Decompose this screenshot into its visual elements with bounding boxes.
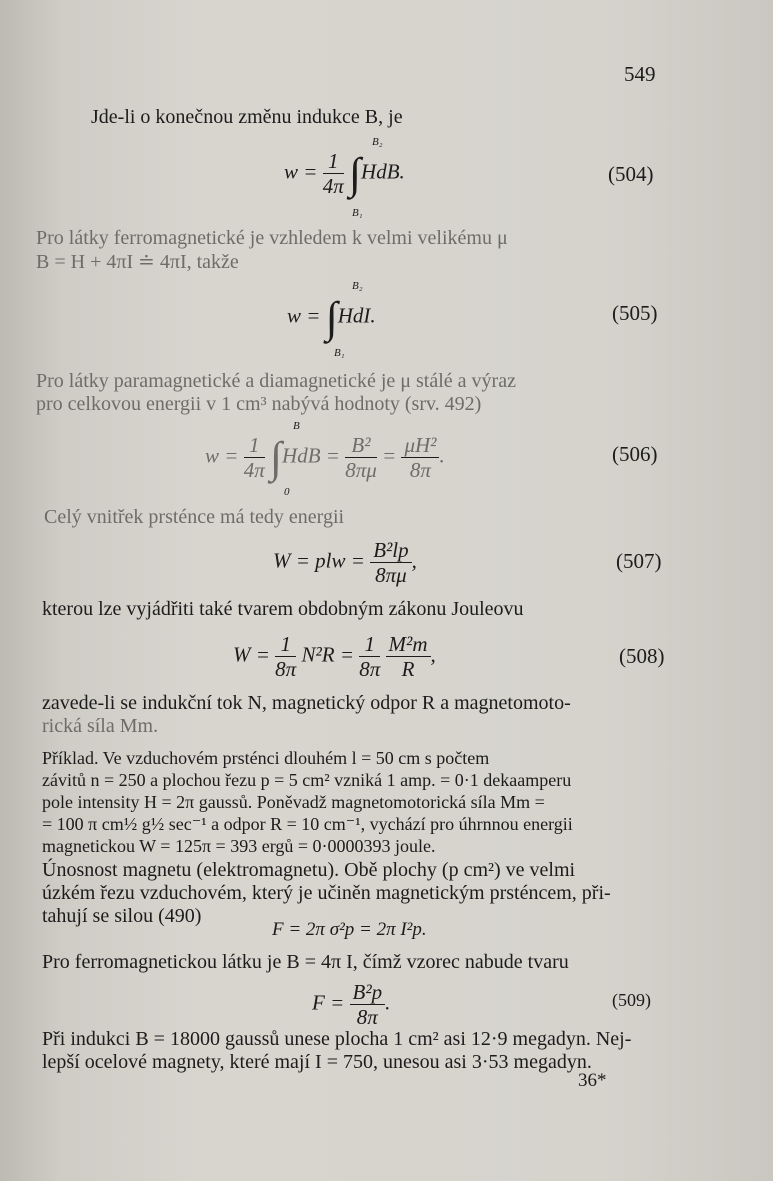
text-line: = 100 π cm½ g½ sec⁻¹ a odpor R = 10 cm⁻¹, vychází pro úhrnnou energii xyxy=(42,814,573,834)
text-line: Pro ferromagnetickou látku je B = 4π I, čímž vzorec nabude tvaru xyxy=(42,951,569,973)
text-line: B = H + 4πI ≐ 4πI, takže xyxy=(36,251,239,273)
integral-upper-limit: B₂ xyxy=(352,280,363,292)
text-line: rická síla Mm. xyxy=(42,715,159,737)
text-line: Únosnost magnetu (elektromagnetu). Obě plochy (p cm²) ve velmi xyxy=(42,859,576,881)
equation-508: W = $\frac{1}{8\pi}$ N²R = $\frac{1}{8\pi}$ $\frac{\text{M²m}}{R}$ , xyxy=(233,632,436,681)
text-line: tahují se silou (490) xyxy=(42,905,202,927)
text-line: Pro látky paramagnetické a diamagnetické je μ stálé a výraz xyxy=(36,370,516,392)
text-line: Celý vnitřek prsténce má tedy energii xyxy=(44,506,345,528)
equation-505: w = ∫HdI. xyxy=(287,293,376,342)
text-line: závitů n = 250 a plochou řezu p = 5 cm² vzniká 1 amp. = 0·1 dekaamperu xyxy=(42,770,572,790)
equation-509: F = $\frac{\text{B²p}}{8\pi}$ . xyxy=(312,980,391,1029)
integral-lower-limit: 0 xyxy=(284,486,290,498)
text-line: pole intensity H = 2π gaussů. Poněvadž magnetomotorická síla Mm = xyxy=(42,792,545,812)
signature-mark: 36* xyxy=(578,1070,607,1091)
text-line: lepší ocelové magnety, které mají I = 750, unesou asi 3·53 megadyn. xyxy=(42,1051,592,1073)
equation-506: w = $\frac{1}{4\pi}$ ∫HdB = $\frac{\text{B²}}{8\pi\mu}$ = $\frac{\text{μH²}}{8\pi}$ . xyxy=(205,433,445,482)
text-line: magnetickou W = 125π = 393 ergů = 0·0000393 joule. xyxy=(42,836,436,856)
text-line: pro celkovou energii v 1 cm³ nabývá hodnoty (srv. 492) xyxy=(36,393,482,415)
text-line: Při indukci B = 18000 gaussů unese plocha 1 cm² asi 12·9 megadyn. Nej- xyxy=(42,1028,632,1050)
integral-lower-limit: B₁ xyxy=(334,347,345,359)
equation-number: (504) xyxy=(608,162,654,186)
equation-number: (507) xyxy=(616,549,662,573)
text-line: kterou lze vyjádřiti také tvarem obdobným zákonu Jouleovu xyxy=(42,598,524,620)
equation-number: (508) xyxy=(619,644,665,668)
text-line: zavede-li se indukční tok N, magnetický odpor R a magnetomoto- xyxy=(42,692,571,714)
text-line: Jde-li o konečnou změnu indukce B, je xyxy=(91,106,403,128)
equation-490: F = 2π σ²p = 2π I²p. xyxy=(272,919,427,940)
equation-number: (505) xyxy=(612,301,658,325)
integral-upper-limit: B xyxy=(293,420,300,432)
text-line: Příklad. Ve vzduchovém prsténci dlouhém l = 50 cm s počtem xyxy=(42,748,490,768)
equation-number: (506) xyxy=(612,442,658,466)
equation-507: W = plw = $\frac{\text{B²lp}}{8\pi\mu}$ , xyxy=(273,538,417,587)
integral-lower-limit: B₁ xyxy=(352,207,363,219)
text-line: úzkém řezu vzduchovém, který je učiněn magnetickým prsténcem, při- xyxy=(42,882,611,904)
integral-upper-limit: B₂ xyxy=(372,136,383,148)
equation-504: w = $\frac{1}{4\pi}$ ∫HdB. xyxy=(284,149,405,198)
equation-number: (509) xyxy=(612,990,651,1010)
text-line: Pro látky ferromagnetické je vzhledem k velmi velikému μ xyxy=(36,227,508,249)
page-number: 549 xyxy=(624,62,656,86)
